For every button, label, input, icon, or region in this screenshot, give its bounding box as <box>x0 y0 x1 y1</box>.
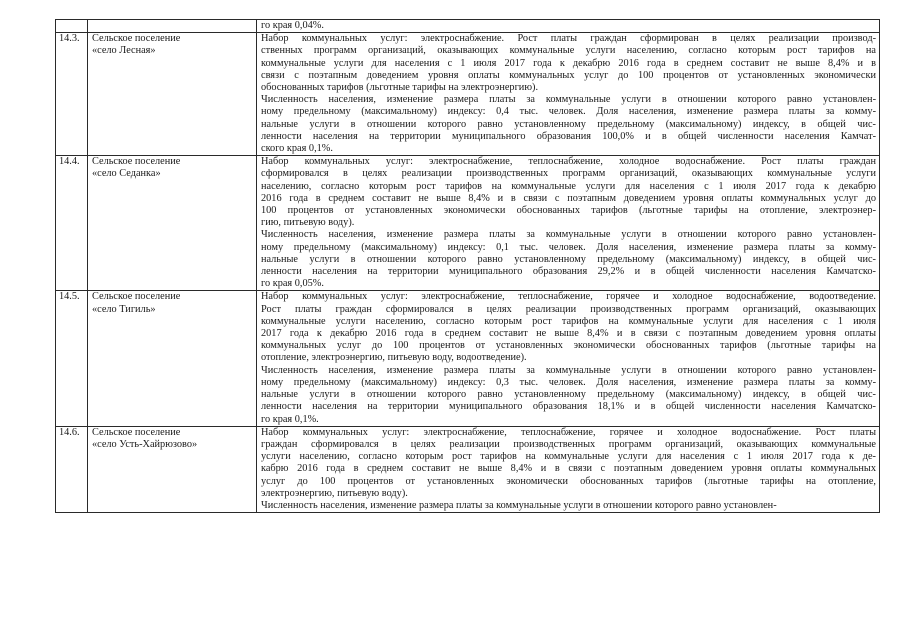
text-line: Численность населения, изменение размера платы за коммунальные услуги в отношении которого равно установлен- <box>261 94 876 106</box>
description-cell <box>257 20 880 33</box>
text-line: го края 0,1%. <box>261 413 319 425</box>
text-line: ному предельному (максимальному) индексу: 0,1 тыс. человек. Доля населения, изменение размера платы за комму- <box>261 241 876 253</box>
table-row-continuation <box>56 20 880 33</box>
text-line: населению, согласно которым рост тарифов на коммунальные услуги для населения с 1 июля 2017 года к декабрю <box>261 180 876 192</box>
table-row <box>56 426 880 512</box>
text-line: услуг до 100 процентов от установленных экономически обоснованных тарифов (льготные тарифы на отопление, <box>261 475 876 487</box>
number-cell <box>56 426 88 512</box>
text-line: сформировался в целях реализации производственных программ организаций, оказывающих коммунальные услуги <box>261 168 876 180</box>
text-line: ленности населения на территории муниципального образования 18,1% и в общей численности населения Камчатско- <box>261 401 876 413</box>
text-line: электроэнергию, питьевую воду). <box>261 487 408 499</box>
text-line: нальные услуги в отношении которого равно установленному предельному (максимальному) индексу, в общей чис- <box>261 253 876 265</box>
text-line: Набор коммунальных услуг: электроснабжение, теплоснабжение, горячее и холодное водоснабжение, водоотведение. <box>261 291 876 303</box>
text-line: коммунальные услуги населению, согласно которым рост тарифов на коммунальные услуги для населения с 1 июля <box>261 315 876 327</box>
text-line: ному предельному (максимальному) индексу: 0,4 тыс. человек. Доля населения, изменение размера платы за комму- <box>261 106 876 118</box>
text-line: ленности населения на территории муниципального образования 29,2% и в общей численности населения Камчатско- <box>261 266 876 278</box>
description-cell <box>257 33 880 156</box>
settlement-cell <box>88 291 257 426</box>
text-line: ленности населения на территории муниципального образования 100,0% и в общей численности населения Камчат- <box>261 130 876 142</box>
number-cell <box>56 33 88 156</box>
number-cell <box>56 20 88 33</box>
settlement-name-line: «село Лесная» <box>92 45 156 57</box>
text-line: обоснованных тарифов (льготные тарифы на электроэнергию). <box>261 82 539 94</box>
row-number: 14.4. <box>59 156 80 168</box>
text-line: связи с поэтапным доведением уровня оплаты коммунальных услуг до 100 процентов от установленных экономически <box>261 69 876 81</box>
row-number: 14.5. <box>59 291 80 303</box>
row-number: 14.3. <box>59 33 80 45</box>
settlement-name-line: «село Тигиль» <box>92 303 156 315</box>
text-line: коммунальных услуг до 100 процентов от установленных экономически обоснованных тарифов (льготные тарифы на <box>261 340 876 352</box>
text-line: Набор коммунальных услуг: электроснабжение, теплоснабжение, холодное водоснабжение. Рост платы граждан <box>261 156 876 168</box>
settlement-name-line: Сельское поселение <box>92 156 181 168</box>
settlement-name-line: «село Седанка» <box>92 168 161 180</box>
settlement-name-line: Сельское поселение <box>92 426 181 438</box>
number-cell <box>56 156 88 291</box>
table-row <box>56 156 880 291</box>
document-table <box>55 19 880 513</box>
text-line: Численность населения, изменение размера платы за коммунальные услуги в отношении которого равно установлен- <box>261 229 876 241</box>
description-cell <box>257 426 880 512</box>
text-line: го края 0,04%. <box>261 20 324 31</box>
text-line: граждан сформировался в целях реализации производственных программ организаций, оказывающих коммунальные <box>261 438 876 450</box>
description-cell <box>257 291 880 426</box>
text-line: гию, питьевую воду). <box>261 217 355 229</box>
text-line: 100 процентов от установленных экономически обоснованных тарифов (льготные тарифы на отопление, электроэнер- <box>261 205 876 217</box>
text-line: Численность населения, изменение размера платы за коммунальные услуги в отношении которого равно установлен- <box>261 499 777 511</box>
text-line: ственных программ организаций, оказывающих коммунальные услуги населению, согласно которым рост тарифов на <box>261 45 876 57</box>
settlement-cell <box>88 156 257 291</box>
text-line: Рост платы граждан сформировался в целях реализации производственных программ организаций, оказывающих <box>261 303 876 315</box>
settlement-name-line: Сельское поселение <box>92 291 181 303</box>
text-line: коммунальные услуги для населения с 1 июля 2017 года к декабрю 2016 года в среднем составит не выше 8,4% и в <box>261 57 876 69</box>
table-body <box>56 20 880 513</box>
settlement-cell <box>88 33 257 156</box>
text-line: услуги населению, согласно которым рост тарифов на коммунальные услуги для населения с 1 июля 2017 года к де- <box>261 451 876 463</box>
text-line: 2017 года к декабрю 2016 года в среднем составит не выше 8,4% и в связи с поэтапным доведением уровня оплаты <box>261 328 876 340</box>
text-line: ному предельному (максимальному) индексу: 0,3 тыс. человек. Доля населения, изменение размера платы за комму- <box>261 376 876 388</box>
row-number: 14.6. <box>59 426 80 438</box>
settlement-cell <box>88 20 257 33</box>
settlement-name-line: «село Усть-Хайрюзово» <box>92 438 198 450</box>
text-line: Набор коммунальных услуг: электроснабжение, теплоснабжение, горячее и холодное водоснабжение. Рост платы <box>261 426 876 438</box>
text-line: Численность населения, изменение размера платы за коммунальные услуги в отношении которого равно установлен- <box>261 364 876 376</box>
text-line: 2016 года в среднем составит не выше 8,4% и в связи с поэтапным доведением уровня оплаты коммунальных услуг до <box>261 192 876 204</box>
number-cell <box>56 291 88 426</box>
text-line: нальные услуги в отношении которого равно установленному предельному (максимальному) индексу, в общей чис- <box>261 118 876 130</box>
text-line: отопление, электроэнергию, питьевую воду, водоотведение). <box>261 352 527 364</box>
table-row <box>56 33 880 156</box>
settlement-name-line: Сельское поселение <box>92 33 181 45</box>
text-line: кабрю 2016 года в среднем составит не выше 8,4% и в связи с поэтапным доведением уровня оплаты коммунальных <box>261 463 876 475</box>
text-line: нальные услуги в отношении которого равно установленному предельному (максимальному) индексу, в общей чис- <box>261 389 876 401</box>
text-line: ского края 0,1%. <box>261 143 333 155</box>
settlement-cell <box>88 426 257 512</box>
text-line: го края 0,05%. <box>261 278 324 290</box>
text-line: Набор коммунальных услуг: электроснабжение. Рост платы граждан сформирован в целях реализации производ- <box>261 33 876 45</box>
table-row <box>56 291 880 426</box>
description-cell <box>257 156 880 291</box>
